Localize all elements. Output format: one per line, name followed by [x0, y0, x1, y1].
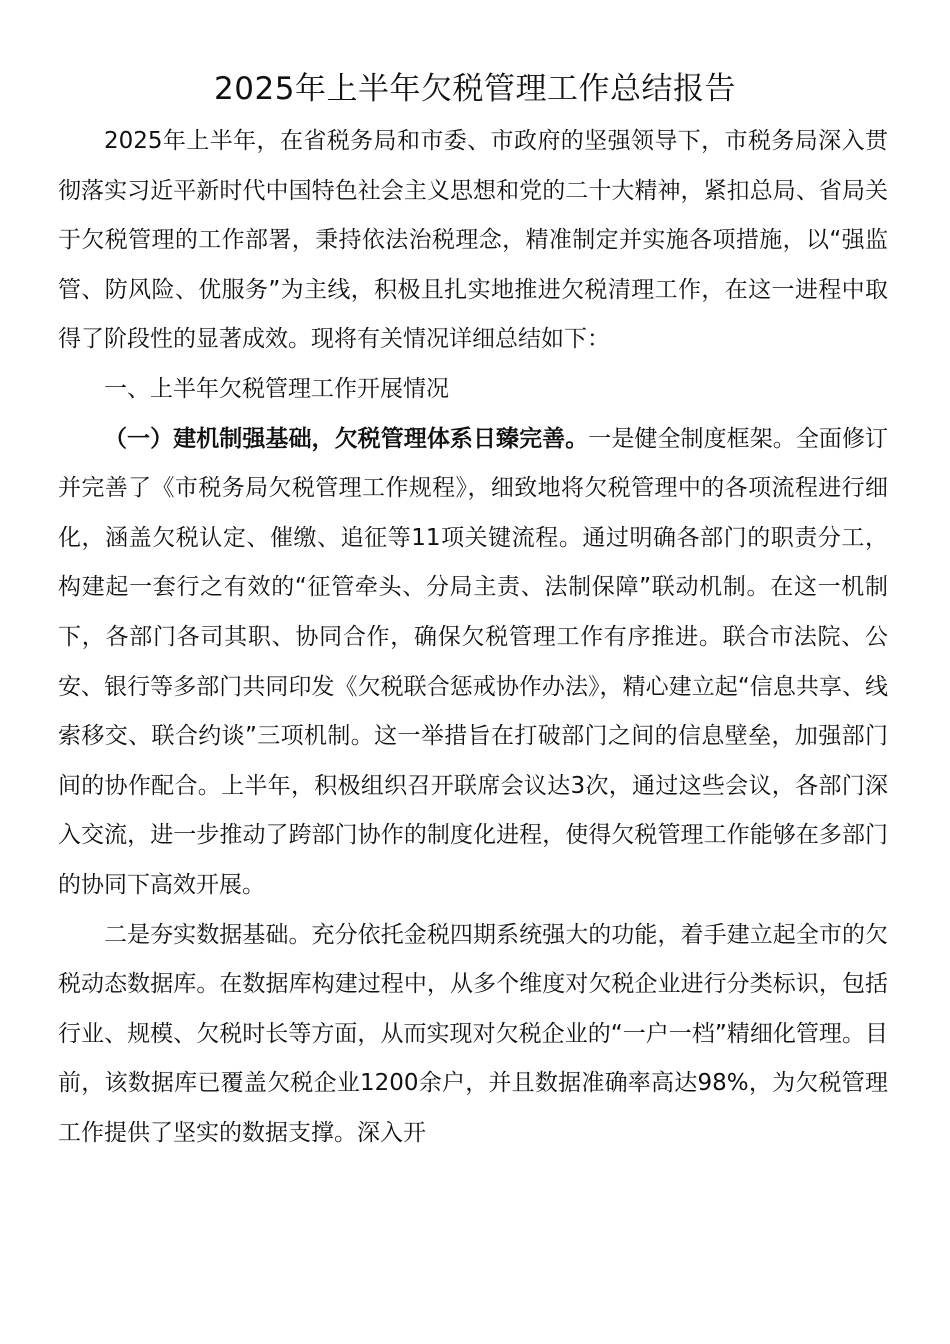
subsection-body-text: 一是健全制度框架。全面修订并完善了《市税务局欠税管理工作规程》，细致地将欠税管理中的各项流程进行细化，涵盖欠税认定、催缴、追征等11项关键流程。通过明确各部门的职责分工，构建起一套行之有效的“征管牵头、分局主责、法制保障”联动机制。在这一机制下，各部门各司其职、协同合作，确保欠税管理工作有序推进。联合市法院、公安、银行等多部门共同印发《欠税联合惩戒协作办法》，精心建立起“信息共享、线索移交、联合约谈”三项机制。这一举措旨在打破部门之间的信息壁垒，加强部门间的协作配合。上半年，积极组织召开联席会议达3次，通过这些会议，各部门深入交流，进一步推动了跨部门协作的制度化进程，使得欠税管理工作能够在多部门的协同下高效开展。 — [58, 425, 889, 898]
section-heading: 一、上半年欠税管理工作开展情况 — [104, 375, 449, 402]
document-body — [58, 117, 888, 1158]
subsection-paragraph — [58, 415, 888, 911]
intro-paragraph: 2025年上半年，在省税务局和市委、市政府的坚强领导下，市税务局深入贯彻落实习近平新时代中国特色社会主义思想和党的二十大精神，紧扣总局、省局关于欠税管理的工作部署，秉持依法治税理念，精准制定并实施各项措施，以“强监管、防风险、优服务”为主线，积极且扎实地推进欠税清理工作，在这一进程中取得了阶段性的显著成效。现将有关情况详细总结如下： — [58, 128, 888, 353]
document-title: 2025年上半年欠税管理工作总结报告 — [214, 71, 736, 107]
data-foundation-paragraph: 二是夯实数据基础。充分依托金税四期系统强大的功能，着手建立起全市的欠税动态数据库。在数据库构建过程中，从多个维度对欠税企业进行分类标识，包括行业、规模、欠税时长等方面，从而实现对欠税企业的“一户一档”精细化管理。目前，该数据库已覆盖欠税企业1200余户，并且数据准确率高达98%，为欠税管理工作提供了坚实的数据支撑。深入开 — [58, 921, 888, 1146]
subsection-bold-lead: （一）建机制强基础，欠税管理体系日臻完善。 — [104, 425, 589, 452]
